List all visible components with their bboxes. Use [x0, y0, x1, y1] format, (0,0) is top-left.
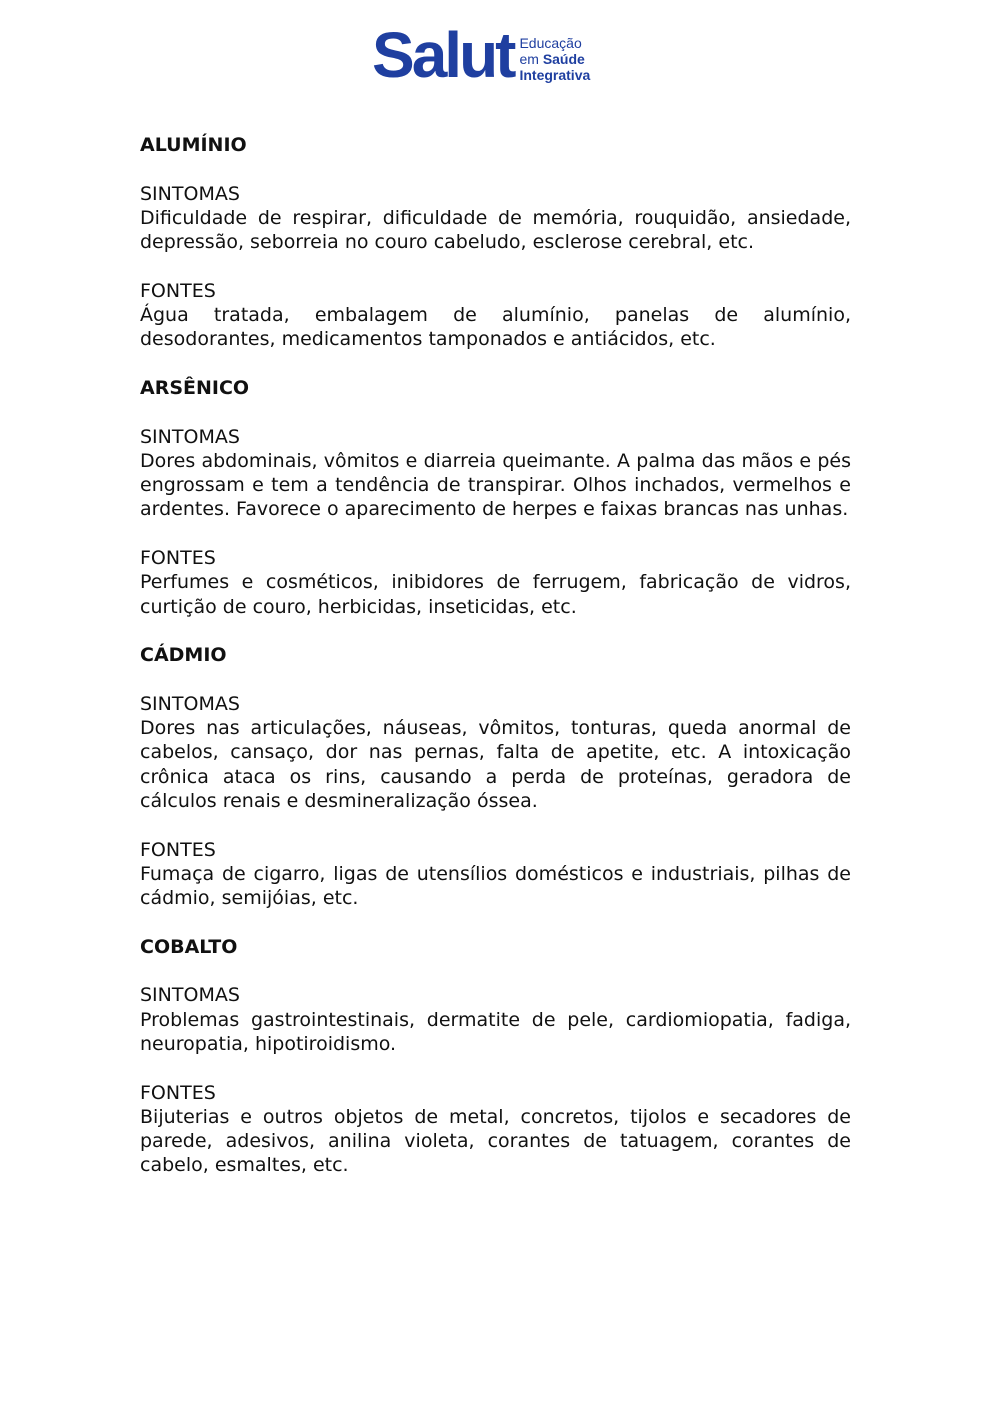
logo-tagline-line1: Educação [519, 35, 582, 51]
element-section [140, 643, 851, 910]
symptoms-label: SINTOMAS [140, 182, 240, 205]
element-section [140, 376, 851, 619]
document-body [140, 133, 851, 1202]
sources-label: FONTES [140, 279, 216, 302]
element-section [140, 935, 851, 1178]
sources-label: FONTES [140, 838, 216, 861]
symptoms-block [140, 692, 851, 813]
sources-text: Água tratada, embalagem de alumínio, panelas de alumínio, desodorantes, medicamentos tamponados e antiácidos, etc. [140, 304, 851, 351]
sources-block [140, 1081, 851, 1178]
sources-label: FONTES [140, 1081, 216, 1104]
logo-tagline-line3: Integrativa [519, 67, 591, 83]
element-section [140, 133, 851, 352]
sources-label: FONTES [140, 547, 216, 570]
symptoms-label: SINTOMAS [140, 984, 240, 1007]
symptoms-text: Problemas gastrointestinais, dermatite de pele, cardiomiopatia, fadiga, neuropatia, hipotiroidismo. [140, 1008, 851, 1055]
sources-block [140, 546, 851, 619]
symptoms-block [140, 425, 851, 522]
sources-block [140, 838, 851, 911]
symptoms-block [140, 182, 851, 255]
logo-tagline [519, 35, 590, 83]
element-heading: ARSÊNICO [140, 376, 250, 399]
element-heading: COBALTO [140, 935, 238, 958]
element-heading: CÁDMIO [140, 644, 227, 667]
symptoms-block [140, 983, 851, 1056]
sources-text: Bijuterias e outros objetos de metal, concretos, tijolos e secadores de parede, adesivos, anilina violeta, corantes de tatuagem, corantes de cabelo, esmaltes, etc. [140, 1105, 851, 1177]
symptoms-text: Dores nas articulações, náuseas, vômitos, tonturas, queda anormal de cabelos, cansaço, dor nas pernas, falta de apetite, etc. A intoxicação crônica ataca os rins, causando a perda de proteínas, geradora de cálculos renais e desmineralização óssea. [140, 717, 851, 813]
logo-tagline-bold: Saúde [542, 51, 585, 67]
sources-block [140, 279, 851, 352]
logo-wordmark: Salut [372, 19, 514, 91]
symptoms-text: Dificuldade de respirar, dificuldade de memória, rouquidão, ansiedade, depressão, seborreia no couro cabeludo, esclerose cerebral, etc. [140, 206, 851, 254]
symptoms-text: Dores abdominais, vômitos e diarreia queimante. A palma das mãos e pés engrossam e tem a tendência de transpirar. Olhos inchados, vermelhos e ardentes. Favorece o aparecimento de herpes e faixas brancas nas unhas. [140, 449, 851, 521]
sources-text: Perfumes e cosméticos, inibidores de ferrugem, fabricação de vidros, curtição de couro, herbicidas, inseticidas, etc. [140, 571, 851, 618]
symptoms-label: SINTOMAS [140, 425, 240, 448]
logo-tagline-prefix: em [519, 51, 539, 67]
symptoms-label: SINTOMAS [140, 692, 240, 715]
logo-tagline-line2 [519, 51, 590, 67]
element-heading: ALUMÍNIO [140, 134, 247, 156]
sources-text: Fumaça de cigarro, ligas de utensílios domésticos e industriais, pilhas de cádmio, semijóias, etc. [140, 862, 851, 910]
brand-logo [372, 19, 591, 91]
